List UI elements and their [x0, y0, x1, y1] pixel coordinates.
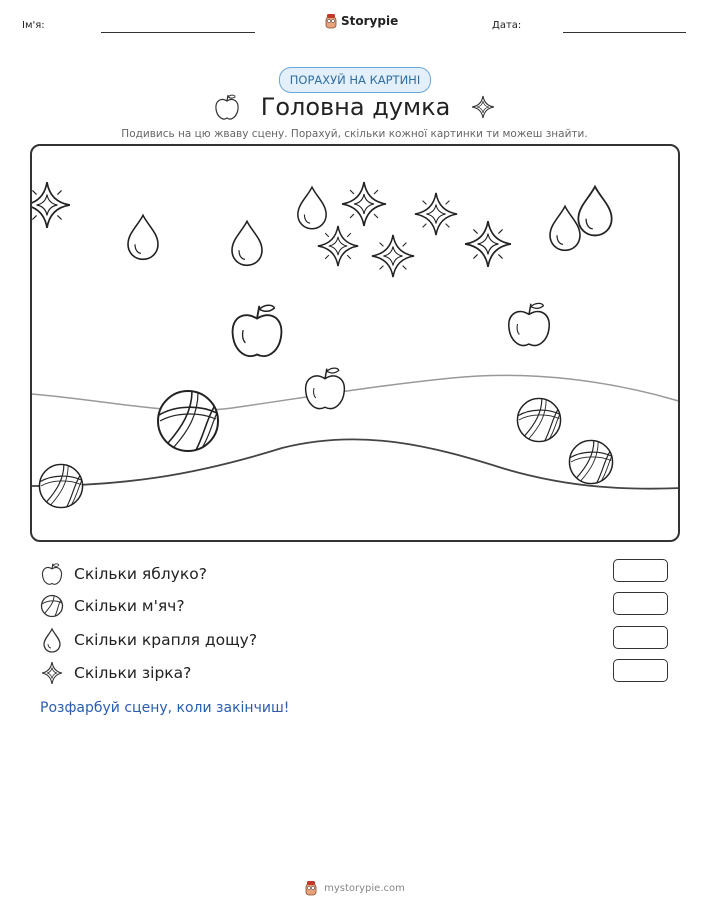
storypie-mascot-icon: [304, 880, 318, 896]
ball-picture: [38, 463, 84, 513]
ball-picture: [156, 389, 220, 457]
coloring-note: Розфарбуй сцену, коли закінчиш!: [40, 700, 290, 716]
question-drop: [40, 627, 257, 653]
question-text: Скільки м'яч?: [74, 597, 185, 615]
star-picture: [370, 233, 416, 283]
drop-picture: [125, 213, 161, 266]
star-picture: [413, 191, 459, 241]
question-text: Скільки яблуко?: [74, 565, 207, 583]
question-ball: [40, 594, 185, 618]
activity-badge: ПОРАХУЙ НА КАРТИНІ: [279, 67, 431, 93]
question-text: Скільки крапля дощу?: [74, 631, 258, 649]
name-label: Ім'я:: [22, 20, 45, 31]
name-field[interactable]: [101, 32, 255, 33]
apple-icon: [213, 92, 241, 122]
brand-name: Storypie: [341, 14, 399, 28]
star-picture: [463, 219, 513, 273]
question-text: Скільки зірка?: [74, 664, 192, 682]
ball-icon: [40, 594, 64, 618]
brand-logo: [324, 13, 398, 29]
star-icon: [470, 94, 496, 120]
counting-scene: [30, 144, 680, 542]
page-title: Головна думка: [260, 93, 451, 121]
drop-picture: [575, 184, 615, 242]
answer-box-drop[interactable]: [613, 626, 668, 649]
answer-box-star[interactable]: [613, 659, 668, 682]
question-apple: [40, 561, 207, 587]
apple-picture: [228, 300, 286, 367]
date-field[interactable]: [563, 32, 686, 33]
ball-picture: [516, 397, 562, 447]
ball-picture: [568, 439, 614, 489]
site-url: mystorypie.com: [324, 882, 405, 894]
storypie-mascot-icon: [324, 13, 338, 29]
apple-icon: [40, 561, 64, 587]
title-row: [0, 92, 709, 122]
instructions: Подивись на цю жваву сцену. Порахуй, скільки кожної картинки ти можеш знайти.: [121, 128, 588, 140]
drop-picture: [295, 185, 329, 235]
drop-picture: [229, 219, 265, 272]
site-footer: [0, 880, 709, 896]
question-star: [40, 660, 191, 686]
star-picture: [30, 180, 72, 234]
apple-picture: [505, 299, 553, 355]
apple-picture: [302, 364, 348, 418]
drop-icon: [40, 627, 64, 653]
star-icon: [40, 660, 64, 686]
answer-box-ball[interactable]: [613, 592, 668, 615]
answer-box-apple[interactable]: [613, 559, 668, 582]
date-label: Дата:: [492, 20, 522, 31]
